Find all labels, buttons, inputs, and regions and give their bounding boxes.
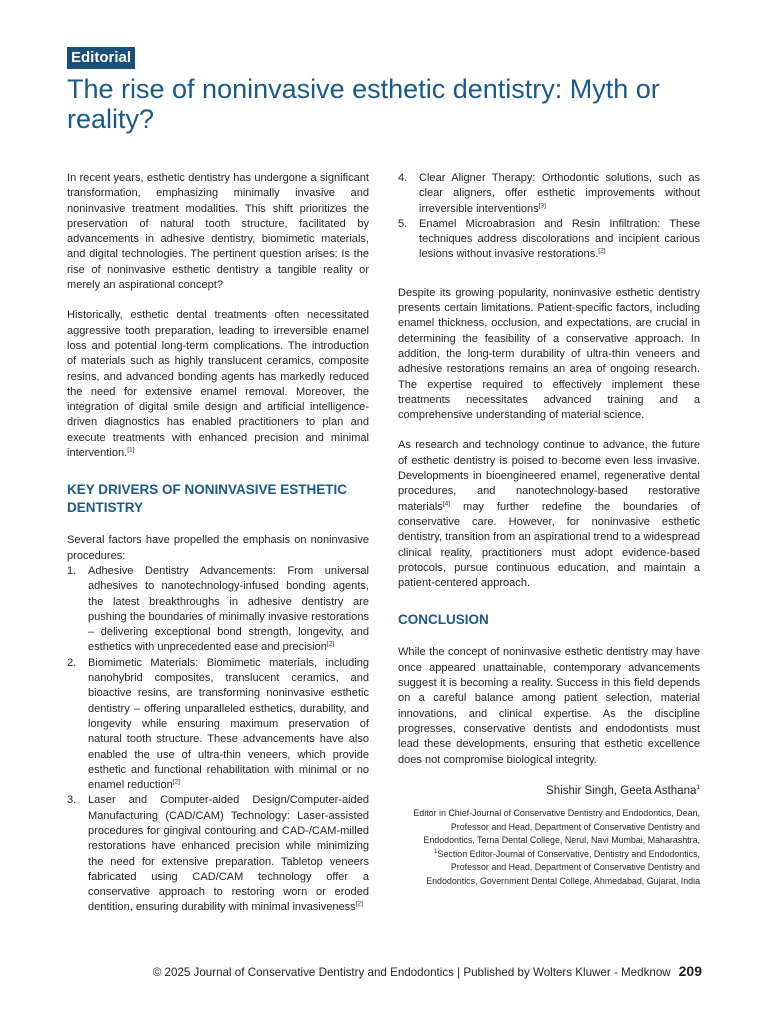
conclusion-paragraph: While the concept of noninvasive esthetic dentistry may have once appeared unattainable, contemporary advancements suggest it is becoming a reality. Success in this field depends on a careful balance among patient selection, material innovations, and clinical expertise. As the discipline progresses, conservative dentists and endodontists must lead these developments, ensuring that esthetic excellence does not compromise biological integrity.: [398, 646, 700, 766]
drivers-intro: Several factors have propelled the emphasis on noninvasive procedures:: [67, 534, 369, 562]
limitations-paragraph: Despite its growing popularity, noninvasive esthetic dentistry presents certain limitations. Patient-specific factors, including enamel thickness, occlusion, and expectations, are crucial in determining the feasibility of a conservative approach. In addition, the long-term durability of ultra-thin veneers and adhesive restorations remains an area of ongoing research. The expertise required to effectively implement these treatments necessitates advanced training and a comprehensive understanding of material science.: [398, 286, 700, 422]
section-heading-key-drivers: KEY DRIVERS OF NONINVASIVE ESTHETIC DENTISTRY: [67, 482, 348, 516]
list-item: 5. Enamel Microabrasion and Resin Infiltration: These techniques address discolorations and incipient carious lesions without invasive restorations.[2]: [398, 217, 700, 261]
list-item: 4. Clear Aligner Therapy: Orthodontic solutions, such as clear aligners, offer esthetic improvements without irreversible interventions[3]: [398, 172, 700, 215]
citation-ref: [1]: [127, 446, 135, 454]
article-title: The rise of noninvasive esthetic dentistry: Myth or reality?: [67, 74, 660, 134]
list-item: 2. Biomimetic Materials: Biomimetic materials, including nanohybrid composites, translucent ceramics, and bioactive resins, are transforming noninvasive esthetic dentistry – offering unparalleled esthetics, durability, and longevity while ensuring maximum preservation of natural tooth structure. These advancements have also enabled the use of ultra-thin veneers, which provide esthetic and functional rehabilitation with minimal or no enamel reduction[2]: [67, 656, 369, 792]
author-affiliation: Editor in Chief-Journal of Conservative Dentistry and Endodontics, Dean, Professor and Head, Department of Conservative Dentistry and Endodontics, Terna Dental College, Nerul, Navi Mumbai, Maharashtra, $^1$Section Editor-Journal of Conservative, Dentistry and Endodontics, Professor and Head, Department of Conservative Dentistry and Endodontics, Government Dental College, Ahmedabad, Gujarat, India: [413, 808, 700, 887]
future-paragraph: As research and technology continue to advance, the future of esthetic dentistry is poised to become even less invasive. Developments in bioengineered enamel, regenerative dental procedures, and nanotechnology-based restorative materials[4] may further redefine the boundaries of conservative care. However, for noninvasive esthetic dentistry, transition from an aspirational trend to a widespread clinical reality, practitioners must adopt evidence-based protocols, pursue continuous education, and maintain a patient-centered approach.: [398, 439, 700, 590]
section-heading-conclusion: CONCLUSION: [398, 612, 489, 628]
author-signature: Shishir Singh, Geeta Asthana$^1$: [546, 783, 700, 797]
list-item: 1. Adhesive Dentistry Advancements: From universal adhesives to nanotechnology-infused bonding agents, the latest breakthroughs in adhesive dentistry are pushing the boundaries of minimally invasive restorations – delivering exceptional bond strength, longevity, and esthetics with unprecedented ease and precision[2]: [67, 564, 369, 654]
article-type-label: Editorial: [67, 47, 135, 69]
drivers-list-continued: [398, 171, 700, 263]
intro-paragraph-2: Historically, esthetic dental treatments often necessitated aggressive tooth preparation, leading to irreversible enamel loss and potential long-term complications. The introduction of materials such as highly translucent ceramics, composite resins, and advanced bonding agents has markedly reduced the need for extensive enamel removal. Moreover, the integration of digital smile design and artificial intelligence-driven diagnostics has enabled practitioners to plan and execute treatments with enhanced precision and minimal intervention.[1]: [67, 309, 369, 460]
intro-paragraph-1: In recent years, esthetic dentistry has undergone a significant transformation, emphasizing minimally invasive and noninvasive treatment modalities. This shift prioritizes the preservation of natural tooth structure, facilitated by advancements in adhesive dentistry, biomimetic materials, and digital technologies. The pertinent question arises: Is the rise of noninvasive esthetic dentistry a tangible reality or merely an aspirational concept?: [67, 172, 369, 292]
page-number: 209: [678, 963, 702, 979]
list-item: 3. Laser and Computer-aided Design/Computer-aided Manufacturing (CAD/CAM) Technology: Laser-assisted procedures for gingival contouring and CAD-/CAM-milled restorations have enhanced precision while minimizing the need for extensive preparation. Tabletop veneers fabricated using CAD/CAM technology offer a conservative approach to restoring worn or eroded dentition, ensuring durability with minimal invasiveness[2]: [67, 794, 369, 914]
page-footer: [153, 963, 702, 979]
drivers-list: [67, 564, 369, 916]
footer-copyright: © 2025 Journal of Conservative Dentistry and Endodontics | Published by Wolters Kluwer - Medknow: [152, 966, 671, 979]
right-column: [398, 171, 700, 889]
left-column: [67, 171, 369, 916]
